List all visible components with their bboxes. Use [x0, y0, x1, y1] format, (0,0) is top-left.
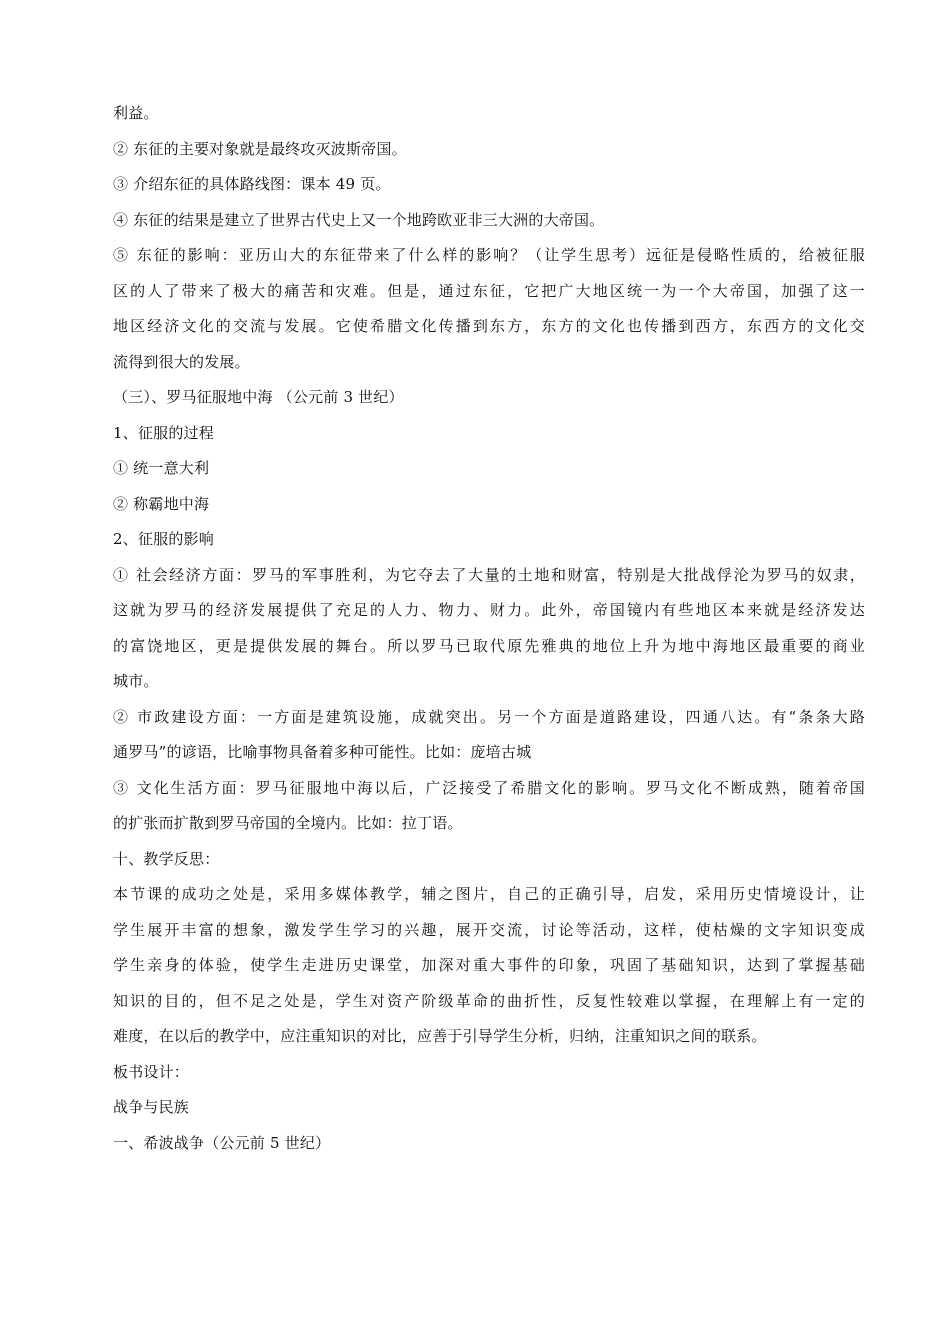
subsection-heading: 1、征服的过程 [113, 423, 214, 442]
text-line: ② 东征的主要对象就是最终攻灭波斯帝国。 [113, 139, 407, 158]
text-line: ① 社会经济方面：罗马的军事胜利，为它夺去了大量的土地和财富，特别是大批战俘沦为罗马的奴隶， [113, 565, 865, 584]
text-line: ② 市政建设方面：一方面是建筑设施，成就突出。另一个方面是道路建设，四通八达。有“条条大路 [113, 707, 865, 726]
text-line: 流得到很大的发展。 [113, 352, 250, 371]
text-line: ③ 介绍东征的具体路线图：课本 49 页。 [113, 175, 391, 193]
subsection-heading: 2、征服的影响 [113, 530, 214, 548]
text-line: ③ 文化生活方面：罗马征服地中海以后，广泛接受了希腊文化的影响。罗马文化不断成熟，随着帝国 [113, 778, 865, 797]
text-line: ④ 东征的结果是建立了世界古代史上又一个地跨欧亚非三大洲的大帝国。 [113, 210, 605, 229]
list-item: ② 称霸地中海 [113, 494, 210, 513]
text-line: 城市。 [113, 672, 159, 690]
section-heading: （三）、罗马征服地中海 （公元前 3 世纪） [113, 388, 404, 406]
text-line: ⑤ 东征的影响：亚历山大的东征带来了什么样的影响？（让学生思考）远征是侵略性质的，给被征服 [113, 246, 865, 264]
text-line: 地区经济文化的交流与发展。它使希腊文化传播到东方，东方的文化也传播到西方，东西方的文化交 [113, 317, 865, 335]
text-line: 这就为罗马的经济发展提供了充足的人力、物力、财力。此外，帝国镜内有些地区本来就是经济发达 [113, 601, 865, 619]
document-body [113, 96, 865, 1161]
text-line: 本节课的成功之处是，采用多媒体教学，辅之图片，自己的正确引导，启发，采用历史情境设计，让 [113, 885, 865, 903]
text-line: 难度，在以后的教学中，应注重知识的对比，应善于引导学生分析，归纳，注重知识之间的联系。 [113, 1027, 767, 1045]
text-line: 的富饶地区，更是提供发展的舞台。所以罗马已取代原先雅典的地位上升为地中海地区最重要的商业 [113, 636, 865, 655]
board-title: 战争与民族 [113, 1098, 190, 1116]
section-heading: 板书设计： [113, 1062, 190, 1081]
list-item: ① 统一意大利 [113, 459, 210, 477]
text-line: 利益。 [113, 104, 159, 122]
board-item: 一、希波战争（公元前 5 世纪） [113, 1133, 331, 1152]
text-line: 通罗马”的谚语，比喻事物具备着多种可能性。比如：庞培古城 [113, 743, 532, 761]
section-heading: 十、教学反思： [113, 849, 220, 868]
text-line: 学生展开丰富的想象，激发学生学习的兴趣，展开交流，讨论等活动，这样，使枯燥的文字知识变成 [113, 920, 865, 939]
text-line: 的扩张而扩散到罗马帝国的全境内。比如：拉丁语。 [113, 814, 463, 832]
text-line: 知识的目的，但不足之处是，学生对资产阶级革命的曲折性，反复性较难以掌握，在理解上有一定的 [113, 991, 865, 1010]
text-line: 区的人了带来了极大的痛苦和灾难。但是，通过东征，它把广大地区统一为一个大帝国，加强了这一 [113, 281, 865, 300]
text-line: 学生亲身的体验，使学生走进历史课堂，加深对重大事件的印象，巩固了基础知识，达到了掌握基础 [113, 956, 865, 974]
